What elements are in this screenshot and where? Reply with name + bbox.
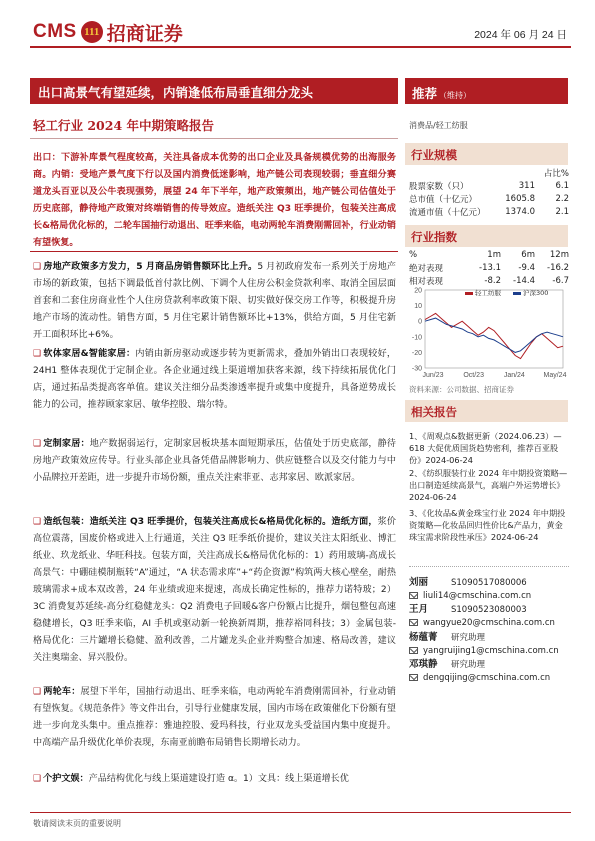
series-line [425, 318, 563, 352]
y-tick-label: -20 [411, 349, 422, 357]
report-title: 出口高景气有望延续，内销逢低布局垂直细分龙头 [30, 78, 398, 104]
mail-icon [409, 647, 418, 654]
analyst-email[interactable]: liuli14@cmschina.com.cn [423, 591, 532, 601]
table-row [409, 179, 569, 192]
row-12m: -16.2 [547, 262, 569, 273]
row-label: 总市值（十亿元） [409, 194, 478, 205]
index-performance-chart [405, 286, 568, 382]
bullet-text: 5 月初政府发布一系列关于房地产市场的新政策，包括下调最低首付款比例、下调个人住房公积金贷款利率、取消全国层面首套和二套住房商业性个人住房贷款利率政策下限、切实做好保交房工作等，积极提升房地产市场的流动性。销售方面，5 月住宅累计销售额环比+13%，供给方面，5 月住宅新开工面积环比+6%。 [33, 262, 396, 340]
row-value: 1605.8 [505, 193, 535, 204]
analyst-email[interactable]: wangyue20@cmschina.com.cn [423, 618, 555, 628]
analyst-card [409, 656, 569, 683]
perf-header-1m: 1m [487, 249, 501, 260]
scale-header-row [409, 166, 569, 179]
chart-frame [425, 290, 563, 368]
rating-bar [405, 78, 568, 104]
analyst-card [409, 629, 569, 656]
analyst-name: 邓琪静 [409, 659, 438, 670]
brand-logo [33, 20, 183, 44]
bullet-real-estate [33, 259, 396, 344]
bullet-soft-furniture [33, 346, 396, 414]
x-tick-label: Oct/23 [463, 372, 484, 379]
row-pct: 2.2 [555, 193, 569, 204]
legend-label: 轻工纺服 [475, 289, 501, 297]
footer-divider [30, 812, 571, 813]
mail-icon [409, 674, 418, 681]
logo-cn-text: 招商证券 [106, 22, 183, 45]
analyst-divider [409, 566, 569, 567]
bullet-text: 地产数据弱运行，定制家居板块基本面短期承压，估值处于历史底部，静待房地产政策效应传导。行业头部企业具备凭借品牌影响力、供应链整合以及交付能力与中小品牌拉开差距，进一步提升市场份额，重点关注索菲亚、志邦家居、欧派家居。 [33, 439, 396, 483]
y-tick-label: -10 [411, 334, 422, 342]
logo-text: CMS [33, 21, 77, 42]
chart-source: 资料来源：公司数据、招商证券 [409, 385, 514, 394]
header-divider [30, 46, 571, 48]
row-pct: 6.1 [555, 180, 569, 191]
bullet-text: 产品结构优化与线上渠道建设打造 α。1）文具：线上渠道增长优 [88, 774, 349, 784]
y-tick-label: 0 [418, 318, 422, 326]
bullet-lead: 造纸包装：造纸关注 Q3 旺季提价，包装关注高成长&格局优化标的。造纸方面， [43, 517, 378, 527]
row-pct: 2.1 [555, 206, 569, 217]
y-tick-label: 10 [414, 303, 422, 311]
bullet-lead: 定制家居： [43, 439, 90, 449]
table-row [409, 261, 569, 274]
bullet-paper-packaging [33, 514, 396, 667]
bullet-custom-furniture [33, 436, 396, 487]
perf-header-12m: 12m [549, 249, 569, 260]
scale-table [409, 166, 569, 218]
bullet-lead: 软体家居&智能家居： [43, 349, 136, 359]
industry-label: 消费品/轻工纺服 [409, 121, 468, 130]
table-row [409, 192, 569, 205]
x-tick-label: May/24 [543, 372, 567, 379]
legend-swatch [513, 292, 521, 295]
perf-header-unit: % [409, 249, 418, 260]
row-1m: -13.1 [479, 262, 501, 273]
analyst-email[interactable]: yangruijing1@cmschina.com.cn [423, 646, 559, 656]
row-label: 流通市值（十亿元） [409, 207, 486, 218]
rating-label: 推荐 [412, 86, 438, 101]
bullet-marker-icon: ❑ [33, 517, 42, 527]
row-6m: -14.4 [513, 275, 535, 286]
bullet-lead: 两轮车： [43, 687, 81, 697]
bullet-text: 浆价高位震荡，国废价格或进入上行通道，关注 Q3 旺季纸价提价，建议关注太阳纸业、博汇纸业、玖龙纸业、华旺科技。包装方面，关注高成长&格局优化标的：1）药用玻璃-高成长高景气：中硼硅模制瓶转“A”通过，“A 状态需求库”+“药企资源”构筑两大核心壁垒，耐热玻璃需求+成本双改善，24 年业绩或迎来提速，高成长确定性标的，推荐力诺特玻；2）3C 消费复苏延续-高分红稳健龙头：Q2 消费电子回暖&客户份额占比提升，烟包整包高速稳健增长，Q3 旺季来临，AI 手机或驱动新一轮换新周期，推荐裕同科技；3）金属包装-格局优化：三片罐增长稳健、盈利改善，二片罐龙头企业并购整合加速、格局改善，建议关注奥瑞金、昇兴股份。 [33, 517, 396, 663]
legend-swatch [465, 292, 473, 295]
analyst-role: 研究助理 [451, 633, 486, 643]
analyst-id: S1090523080003 [451, 605, 527, 615]
bullet-lead: 个护文娱： [43, 774, 89, 784]
bullet-marker-icon: ❑ [33, 349, 42, 359]
bullet-lead: 房地产政策多方发力，5 月商品房销售额环比上升。 [43, 262, 258, 272]
perf-header-row [409, 248, 569, 261]
footer-note: 敬请阅读末页的重要说明 [33, 819, 121, 828]
bullet-personal-care [33, 771, 396, 788]
related-report-item[interactable]: 2、《纺织服装行业 2024 年中期投资策略—出口制造延续高景气，高端户外运势增长》2024-06-24 [409, 468, 568, 502]
mail-icon [409, 592, 418, 599]
bullet-marker-icon: ❑ [33, 774, 42, 784]
x-tick-label: Jun/23 [422, 372, 444, 379]
legend-label: 沪深300 [523, 289, 549, 297]
bullet-marker-icon: ❑ [33, 439, 42, 449]
row-label: 相对表现 [409, 276, 444, 287]
row-6m: -9.4 [518, 262, 535, 273]
analyst-card [409, 601, 569, 628]
x-tick-label: Jan/24 [503, 372, 525, 379]
bullet-text: 展望下半年，国抽行动退出、旺季来临，电动两轮车消费刚需回补，行业动销有望恢复。《规范条件》等文件出台，引导行业健康发展，国内市场在政策催化下份额有望进一步向龙头集中。重点推荐：雅迪控股、爱玛科技，行业双龙头受益国内集中度提升。中高端产品升级优化单价表现，东南亚前瞻布局销售长期增长动力。 [33, 687, 396, 748]
series-line [425, 313, 563, 358]
y-tick-label: 20 [414, 287, 422, 295]
bullet-marker-icon: ❑ [33, 262, 42, 272]
scale-header-pct: 占比% [543, 168, 569, 179]
bullet-text: 内销由新房驱动或逐步转为更新需求，叠加外销出口表现较好，24H1 整体表现优于定制企业。各企业通过线上渠道增加获客来源，线下持续拓展优化门店，通过拓品类提高客单值。建议关注细分品类渗透率提升或集中度提升，具备逆势成长能力的公司，推荐顾家家居、敏华控股、瑞尔特。 [33, 349, 396, 410]
bullet-two-wheeler [33, 684, 396, 752]
analyst-name: 杨蕴菁 [409, 632, 438, 643]
analyst-id: S1090517080006 [451, 578, 527, 588]
bullet-marker-icon: ❑ [33, 687, 42, 697]
summary-paragraph: 出口：下游补库景气程度较高，关注具备成本优势的出口企业及具备规模优势的出海服务商。内销：受地产景气度下行以及国内消费低迷影响，地产链公司表现较弱；垂直细分赛道龙头百亚以及公牛表现强势，展望 24 年下半年，地产政策频出，地产链公司估值处于历史底部，静待地产政策对终端销售的传导效应。造纸关注 Q3 旺季提价，包装关注高成长&格局优化标的，二轮车国抽行动退出、旺季来临，电动两轮车消费刚需回补，行业动销有望恢复。 [33, 153, 396, 248]
summary-divider [30, 251, 398, 252]
report-date: 2024 年 06 月 24 日 [474, 29, 567, 41]
mail-icon [409, 619, 418, 626]
row-label: 绝对表现 [409, 263, 444, 274]
subtitle-divider [30, 138, 398, 139]
index-section-title: 行业指数 [405, 225, 568, 247]
row-label: 股票家数（只） [409, 181, 469, 192]
perf-header-6m: 6m [521, 249, 535, 260]
analyst-role: 研究助理 [451, 660, 486, 670]
report-subtitle: 轻工行业 2024 年中期策略报告 [33, 118, 214, 133]
scale-section-title: 行业规模 [405, 143, 568, 165]
related-report-item[interactable]: 3、《化妆品&黄金珠宝行业 2024 年中期投资策略—化妆品回归性价比&产品力，黄金珠宝需求阶段性承压》2024-06-24 [409, 508, 566, 542]
rating-sub: （维持） [439, 91, 472, 100]
related-report-item[interactable]: 1、《周观点&数据更新（2024.06.23）—618 大促优质国货趋势密利，推荐百亚股份》2024-06-24 [409, 431, 562, 465]
row-12m: -6.7 [552, 275, 569, 286]
table-row [409, 205, 569, 218]
analyst-name: 刘丽 [409, 577, 429, 588]
analyst-card [409, 574, 569, 601]
logo-mark-icon: 111 [81, 21, 103, 43]
row-value: 311 [518, 180, 535, 191]
reports-section-title: 相关报告 [405, 400, 568, 422]
analyst-email[interactable]: dengqijing@cmschina.com.cn [423, 673, 551, 683]
analyst-name: 王月 [409, 604, 429, 615]
performance-table [409, 248, 569, 287]
y-tick-label: -30 [411, 365, 422, 373]
row-1m: -8.2 [484, 275, 501, 286]
row-value: 1374.0 [505, 206, 535, 217]
